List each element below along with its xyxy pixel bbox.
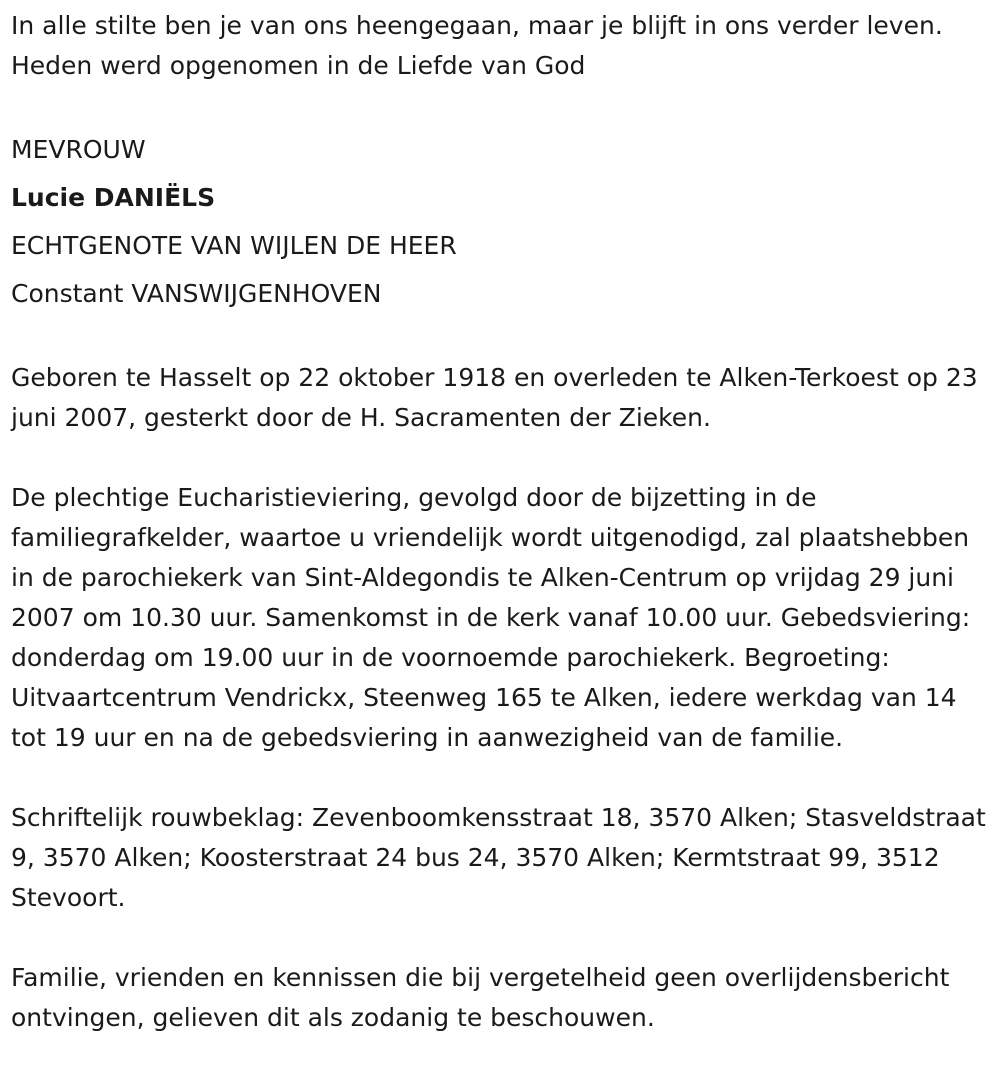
spacer — [11, 758, 990, 798]
intro-text: In alle stilte ben je van ons heengegaan, maar je blijft in ons verder leven. Heden werd opgenomen in de Liefde van God — [11, 11, 943, 80]
birth-death-text: Geboren te Hasselt op 22 oktober 1918 en overleden te Alken-Terkoest op 23 juni 2007, gesterkt door de H. Sacramenten der Zieken. — [11, 363, 978, 432]
condolences-text: Schriftelijk rouwbeklag: Zevenboomkensstraat 18, 3570 Alken; Stasveldstraat 9, 3570 Alken; Koosterstraat 24 bus 24, 3570 Alken; Kermtstraat 99, 3512 Stevoort. — [11, 803, 986, 912]
spacer — [11, 86, 990, 126]
spacer — [11, 318, 990, 358]
ceremony-text: De plechtige Eucharistieviering, gevolgd door de bijzetting in de familiegrafkelder, waartoe u vriendelijk wordt uitgenodigd, zal plaatshebben in de parochiekerk van Sint-Aldegondis te Alken-Centrum op vrijdag 29 juni 2007 om 10.30 uur. Samenkomst in de kerk vanaf 10.00 uur. Gebedsviering: donderdag om 19.00 uur in de voornoemde parochiekerk. Begroeting: Uitvaartcentrum Vendrickx, Steenweg 165 te Alken, iedere werkdag van 14 tot 19 uur en na de gebedsviering in aanwezigheid van de familie. — [11, 483, 971, 752]
deceased-name: Lucie DANIËLS — [11, 183, 216, 212]
spacer — [11, 918, 990, 958]
spouse-name: Constant VANSWIJGENHOVEN — [11, 279, 382, 308]
spouse-prefix: ECHTGENOTE VAN WIJLEN DE HEER — [11, 231, 457, 260]
spacer — [11, 438, 990, 478]
closing-text: Familie, vrienden en kennissen die bij vergetelheid geen overlijdensbericht ontvingen, gelieven dit als zodanig te beschouwen. — [11, 963, 950, 1032]
honorific-title: MEVROUW — [11, 135, 146, 164]
